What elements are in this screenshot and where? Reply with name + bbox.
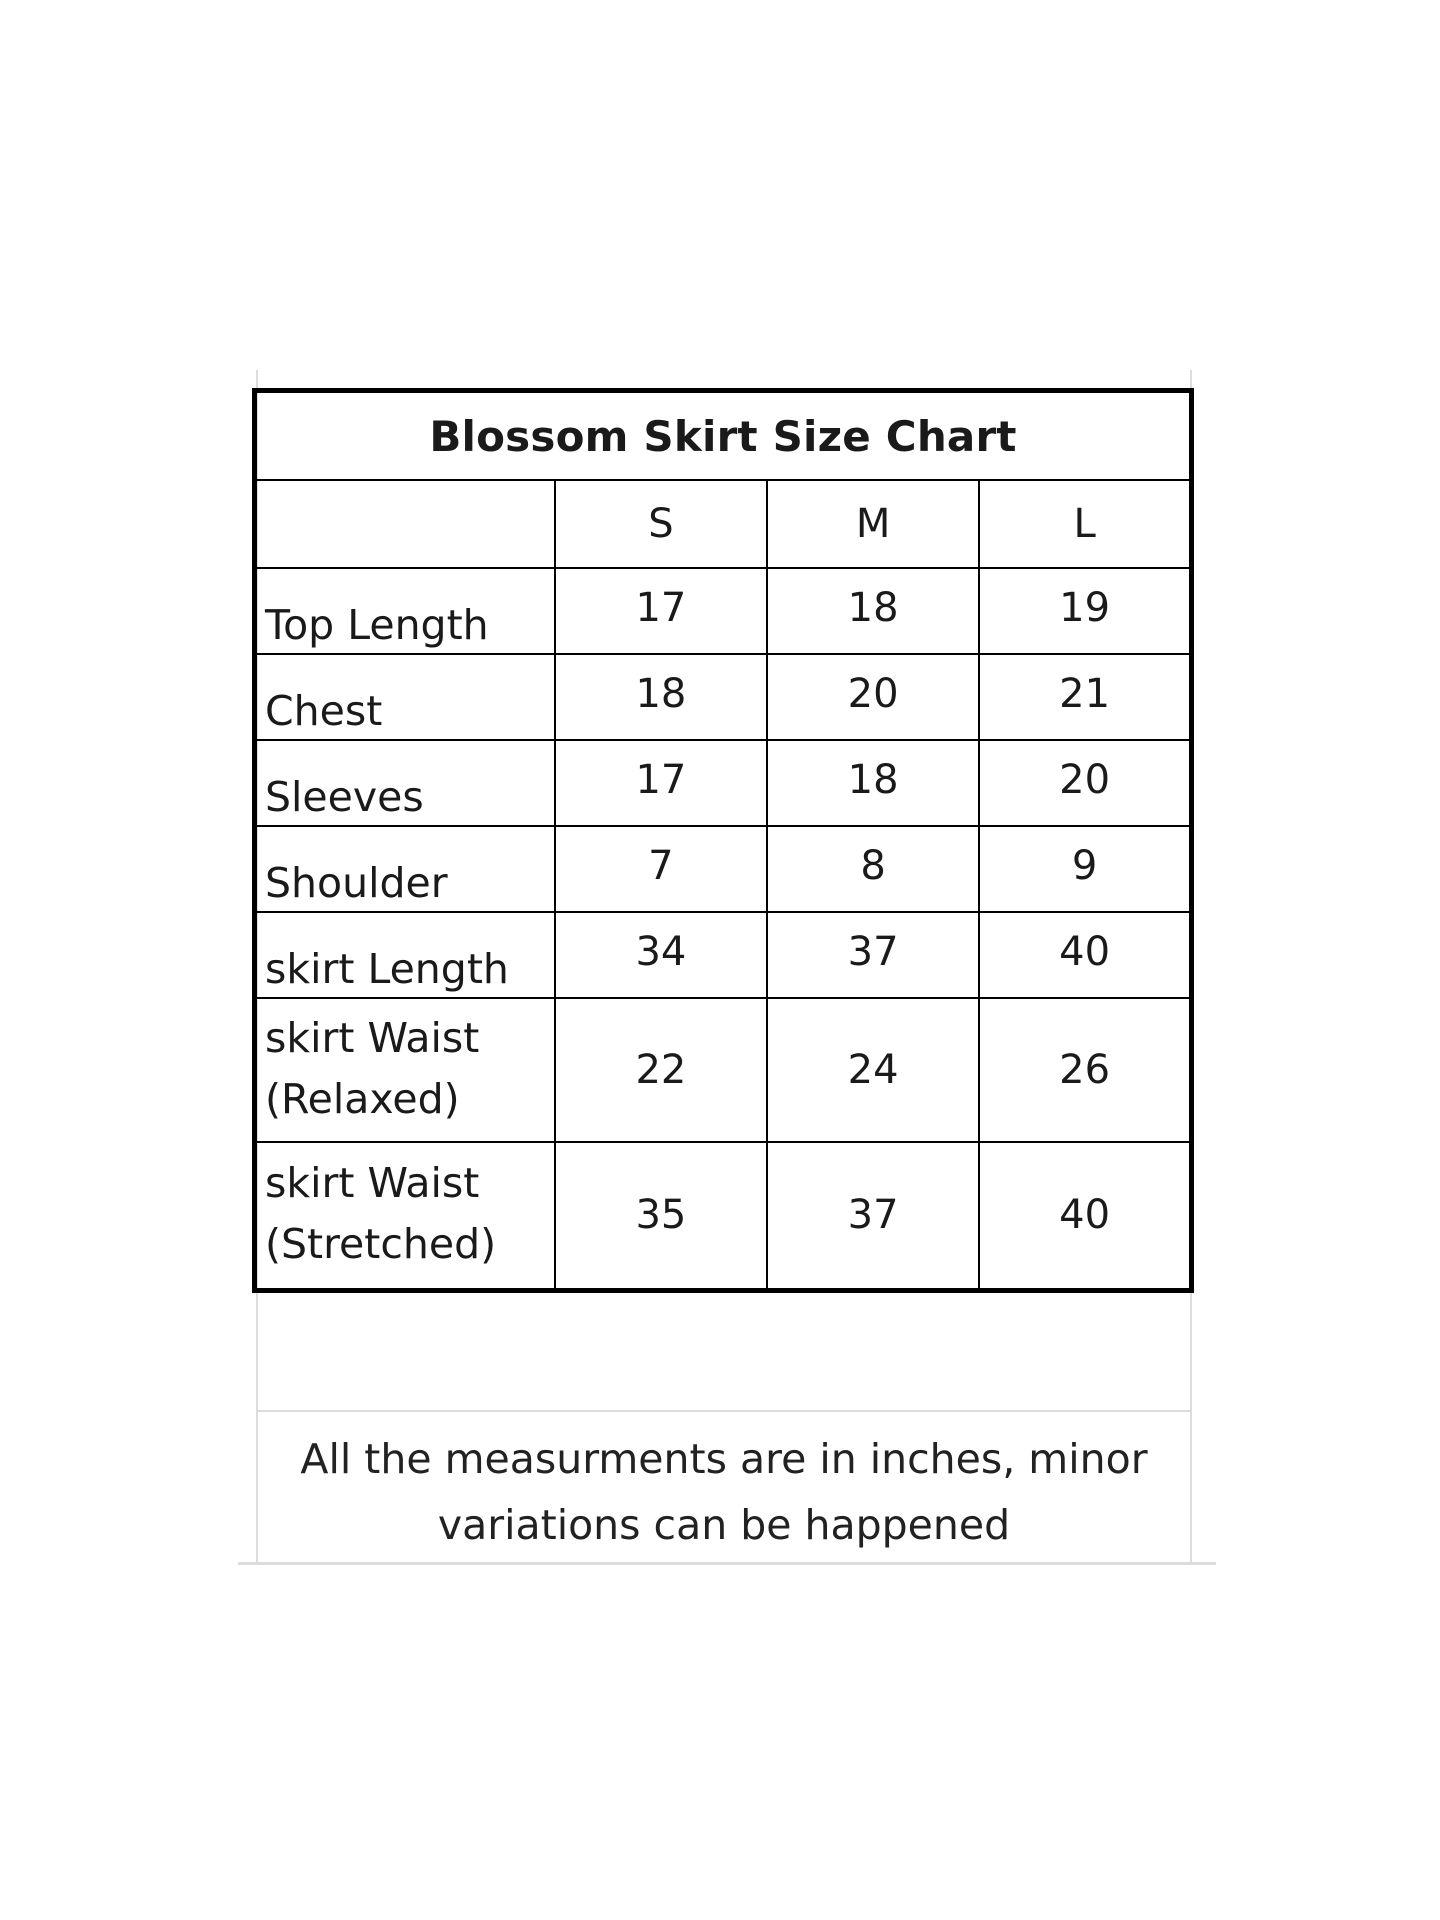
value-cell: 40 (979, 1142, 1191, 1290)
value-cell: 34 (555, 912, 767, 998)
row-label-line1: skirt Waist (265, 1013, 480, 1062)
value-cell: 17 (555, 740, 767, 826)
value-cell: 7 (555, 826, 767, 912)
value-cell: 21 (979, 654, 1191, 740)
value-cell: 20 (767, 654, 979, 740)
row-label (255, 1142, 555, 1290)
value-cell: 37 (767, 912, 979, 998)
value-cell: 19 (979, 568, 1191, 654)
table-row (255, 912, 1192, 998)
value-cell: 40 (979, 912, 1191, 998)
measurement-note (258, 1426, 1190, 1558)
value-cell: 8 (767, 826, 979, 912)
sheet-gridline-middle (256, 1410, 1192, 1412)
row-label (255, 998, 555, 1142)
value-cell: 35 (555, 1142, 767, 1290)
column-header-s: S (555, 480, 767, 568)
table-title: Blossom Skirt Size Chart (255, 391, 1192, 481)
table-row (255, 1142, 1192, 1290)
header-row (255, 480, 1192, 568)
value-cell: 24 (767, 998, 979, 1142)
table-row (255, 654, 1192, 740)
row-label-line2: (Relaxed) (265, 1075, 460, 1123)
note-line1: All the measurments are in inches, minor (300, 1435, 1148, 1483)
row-label-line1: skirt Waist (265, 1158, 480, 1207)
table-row (255, 998, 1192, 1142)
column-header-m: M (767, 480, 979, 568)
table-row (255, 826, 1192, 912)
value-cell: 18 (767, 568, 979, 654)
row-label-line2: (Stretched) (265, 1220, 497, 1269)
row-label: skirt Length (255, 912, 555, 998)
value-cell: 18 (767, 740, 979, 826)
value-cell: 37 (767, 1142, 979, 1290)
row-label: Chest (255, 654, 555, 740)
header-empty-cell (255, 480, 555, 568)
value-cell: 17 (555, 568, 767, 654)
value-cell: 22 (555, 998, 767, 1142)
value-cell: 9 (979, 826, 1191, 912)
row-label: Sleeves (255, 740, 555, 826)
note-line2: variations can be happened (437, 1501, 1011, 1549)
title-row (255, 391, 1192, 481)
row-label: Shoulder (255, 826, 555, 912)
column-header-l: L (979, 480, 1191, 568)
table-row (255, 568, 1192, 654)
table-row (255, 740, 1192, 826)
value-cell: 26 (979, 998, 1191, 1142)
row-label: Top Length (255, 568, 555, 654)
value-cell: 20 (979, 740, 1191, 826)
value-cell: 18 (555, 654, 767, 740)
size-chart-table (252, 388, 1194, 1293)
sheet-gridline-bottom (238, 1562, 1216, 1565)
